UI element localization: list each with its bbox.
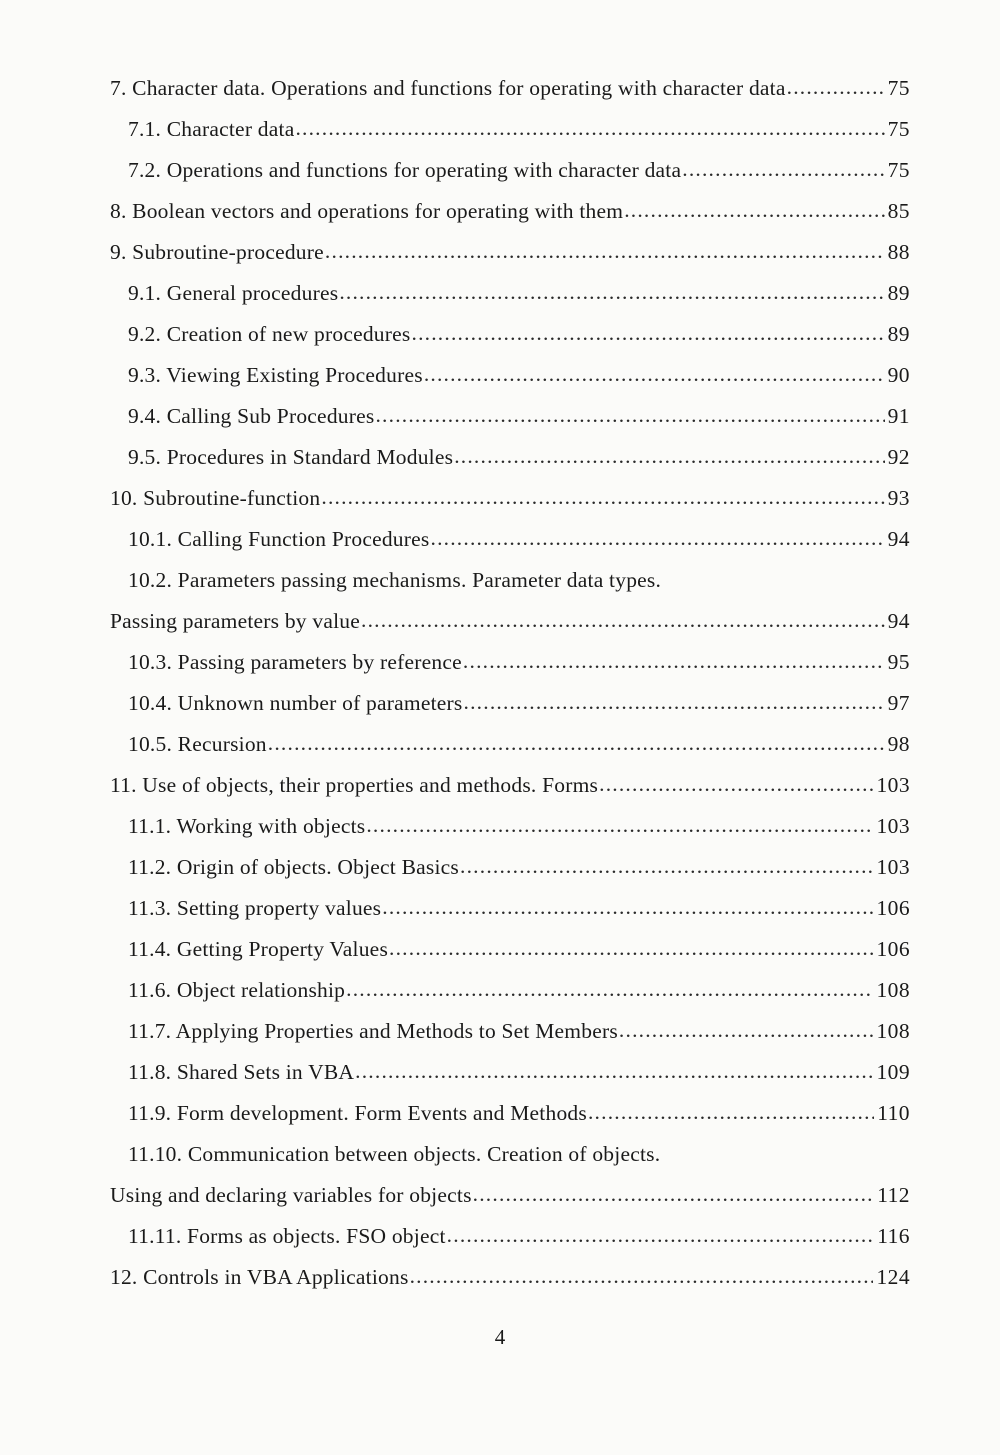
toc-leader-dots	[325, 241, 885, 263]
toc-entry-page: 94	[887, 527, 910, 551]
toc-entry-title: Using and declaring variables for objects	[110, 1183, 472, 1207]
toc-entry-title: 10.1. Calling Function Procedures	[128, 527, 430, 551]
toc-entry[interactable]	[110, 201, 910, 223]
toc-entry-title: 10. Subroutine-function	[110, 486, 321, 510]
toc-entry-page: 116	[877, 1224, 910, 1248]
toc-entry-title: 11.3. Setting property values	[128, 896, 382, 920]
toc-entry-page: 94	[887, 609, 910, 633]
toc-entry-title: 11.2. Origin of objects. Object Basics	[128, 855, 460, 879]
toc-entry-page: 103	[876, 814, 910, 838]
toc-entry-page: 89	[887, 281, 910, 305]
toc-leader-dots	[295, 118, 884, 140]
toc-entry[interactable]	[110, 1144, 910, 1166]
toc-leader-dots	[682, 159, 884, 181]
toc-leader-dots	[454, 446, 884, 468]
toc-entry[interactable]	[110, 734, 910, 756]
toc-leader-dots	[366, 815, 873, 837]
toc-entry[interactable]	[110, 611, 910, 633]
toc-entry[interactable]	[110, 652, 910, 674]
toc-entry-title: 10.4. Unknown number of parameters	[128, 691, 463, 715]
toc-entry-page: 88	[887, 240, 910, 264]
toc-entry-page: 92	[887, 445, 910, 469]
toc-entry-title: 9.5. Procedures in Standard Modules	[128, 445, 454, 469]
toc-leader-dots	[389, 938, 873, 960]
toc-entry-page: 106	[876, 937, 910, 961]
toc-entry[interactable]	[110, 1267, 910, 1289]
toc-entry[interactable]	[110, 406, 910, 428]
toc-entry[interactable]	[110, 693, 910, 715]
toc-leader-dots	[424, 364, 885, 386]
toc-entry-title: 11.4. Getting Property Values	[128, 937, 389, 961]
toc-entry-page: 93	[887, 486, 910, 510]
toc-entry[interactable]	[110, 980, 910, 1002]
toc-leader-dots	[268, 733, 885, 755]
toc-leader-dots	[412, 323, 885, 345]
toc-entry[interactable]	[110, 1226, 910, 1248]
toc-entry-title: 10.3. Passing parameters by reference	[128, 650, 462, 674]
toc-entry-page: 103	[876, 855, 910, 879]
toc-entry-page: 109	[876, 1060, 910, 1084]
toc-leader-dots	[447, 1225, 875, 1247]
toc-entry-page: 98	[887, 732, 910, 756]
toc-entry-title: 10.5. Recursion	[128, 732, 267, 756]
toc-leader-dots	[355, 1061, 873, 1083]
toc-entry-title: 9.2. Creation of new procedures	[128, 322, 411, 346]
toc-entry[interactable]	[110, 119, 910, 141]
table-of-contents	[110, 78, 910, 1308]
toc-entry-page: 110	[877, 1101, 910, 1125]
toc-entry[interactable]	[110, 529, 910, 551]
toc-entry-page: 97	[887, 691, 910, 715]
toc-entry-title: 11.1. Working with objects	[128, 814, 366, 838]
toc-leader-dots	[375, 405, 884, 427]
toc-entry-page: 75	[887, 76, 910, 100]
toc-entry-title: Passing parameters by value	[110, 609, 360, 633]
toc-entry-title: 12. Controls in VBA Applications	[110, 1265, 409, 1289]
toc-entry-title: 7.1. Character data	[128, 117, 295, 141]
toc-entry-title: 9.4. Calling Sub Procedures	[128, 404, 375, 428]
toc-leader-dots	[410, 1266, 874, 1288]
toc-entry-page: 91	[887, 404, 910, 428]
toc-entry[interactable]	[110, 78, 910, 100]
toc-entry-page: 85	[887, 199, 910, 223]
toc-entry-title: 10.2. Parameters passing mechanisms. Parameter data types.	[128, 568, 662, 592]
toc-leader-dots	[473, 1184, 875, 1206]
toc-entry[interactable]	[110, 488, 910, 510]
toc-entry-page: 108	[876, 1019, 910, 1043]
toc-entry[interactable]	[110, 324, 910, 346]
toc-entry[interactable]	[110, 242, 910, 264]
toc-entry-title: 9.1. General procedures	[128, 281, 339, 305]
toc-entry-page: 103	[876, 773, 910, 797]
toc-entry-title: 11.10. Communication between objects. Creation of objects.	[128, 1142, 661, 1166]
toc-entry-page: 89	[887, 322, 910, 346]
toc-leader-dots	[346, 979, 873, 1001]
toc-leader-dots	[339, 282, 884, 304]
toc-entry[interactable]	[110, 775, 910, 797]
toc-entry[interactable]	[110, 283, 910, 305]
toc-leader-dots	[361, 610, 885, 632]
toc-entry-title: 8. Boolean vectors and operations for operating with them	[110, 199, 624, 223]
toc-leader-dots	[619, 1020, 874, 1042]
toc-leader-dots	[464, 692, 885, 714]
toc-entry[interactable]	[110, 570, 910, 592]
toc-leader-dots	[460, 856, 873, 878]
toc-entry-page: 90	[887, 363, 910, 387]
toc-entry[interactable]	[110, 1103, 910, 1125]
toc-entry-title: 11. Use of objects, their properties and methods. Forms	[110, 773, 599, 797]
toc-entry-title: 11.8. Shared Sets in VBA	[128, 1060, 355, 1084]
toc-entry-page: 75	[887, 117, 910, 141]
toc-leader-dots	[599, 774, 873, 796]
toc-entry-title: 11.6. Object relationship	[128, 978, 346, 1002]
toc-entry[interactable]	[110, 1185, 910, 1207]
toc-leader-dots	[321, 487, 884, 509]
toc-entry[interactable]	[110, 1062, 910, 1084]
toc-entry[interactable]	[110, 1021, 910, 1043]
toc-leader-dots	[382, 897, 873, 919]
toc-entry-title: 11.9. Form development. Form Events and Methods	[128, 1101, 587, 1125]
toc-entry[interactable]	[110, 160, 910, 182]
toc-entry-title: 11.7. Applying Properties and Methods to Set Members	[128, 1019, 618, 1043]
toc-entry-title: 7. Character data. Operations and functions for operating with character data	[110, 76, 786, 100]
toc-entry-title: 9. Subroutine-procedure	[110, 240, 324, 264]
toc-entry[interactable]	[110, 898, 910, 920]
toc-entry[interactable]	[110, 857, 910, 879]
toc-entry-title: 11.11. Forms as objects. FSO object	[128, 1224, 446, 1248]
toc-entry[interactable]	[110, 816, 910, 838]
toc-entry-title: 9.3. Viewing Existing Procedures	[128, 363, 423, 387]
page-folio: 4	[494, 1325, 506, 1349]
toc-leader-dots	[463, 651, 885, 673]
toc-leader-dots	[588, 1102, 874, 1124]
toc-leader-dots	[431, 528, 885, 550]
toc-entry-page: 75	[887, 158, 910, 182]
toc-entry-page: 108	[876, 978, 910, 1002]
toc-entry[interactable]	[110, 365, 910, 387]
toc-entry-page: 106	[876, 896, 910, 920]
toc-entry[interactable]	[110, 447, 910, 469]
toc-leader-dots	[624, 200, 884, 222]
toc-entry-title: 7.2. Operations and functions for operating with character data	[128, 158, 682, 182]
toc-leader-dots	[787, 77, 885, 99]
toc-entry-page: 95	[887, 650, 910, 674]
toc-entry[interactable]	[110, 939, 910, 961]
toc-entry-page: 124	[876, 1265, 910, 1289]
toc-entry-page: 112	[877, 1183, 910, 1207]
